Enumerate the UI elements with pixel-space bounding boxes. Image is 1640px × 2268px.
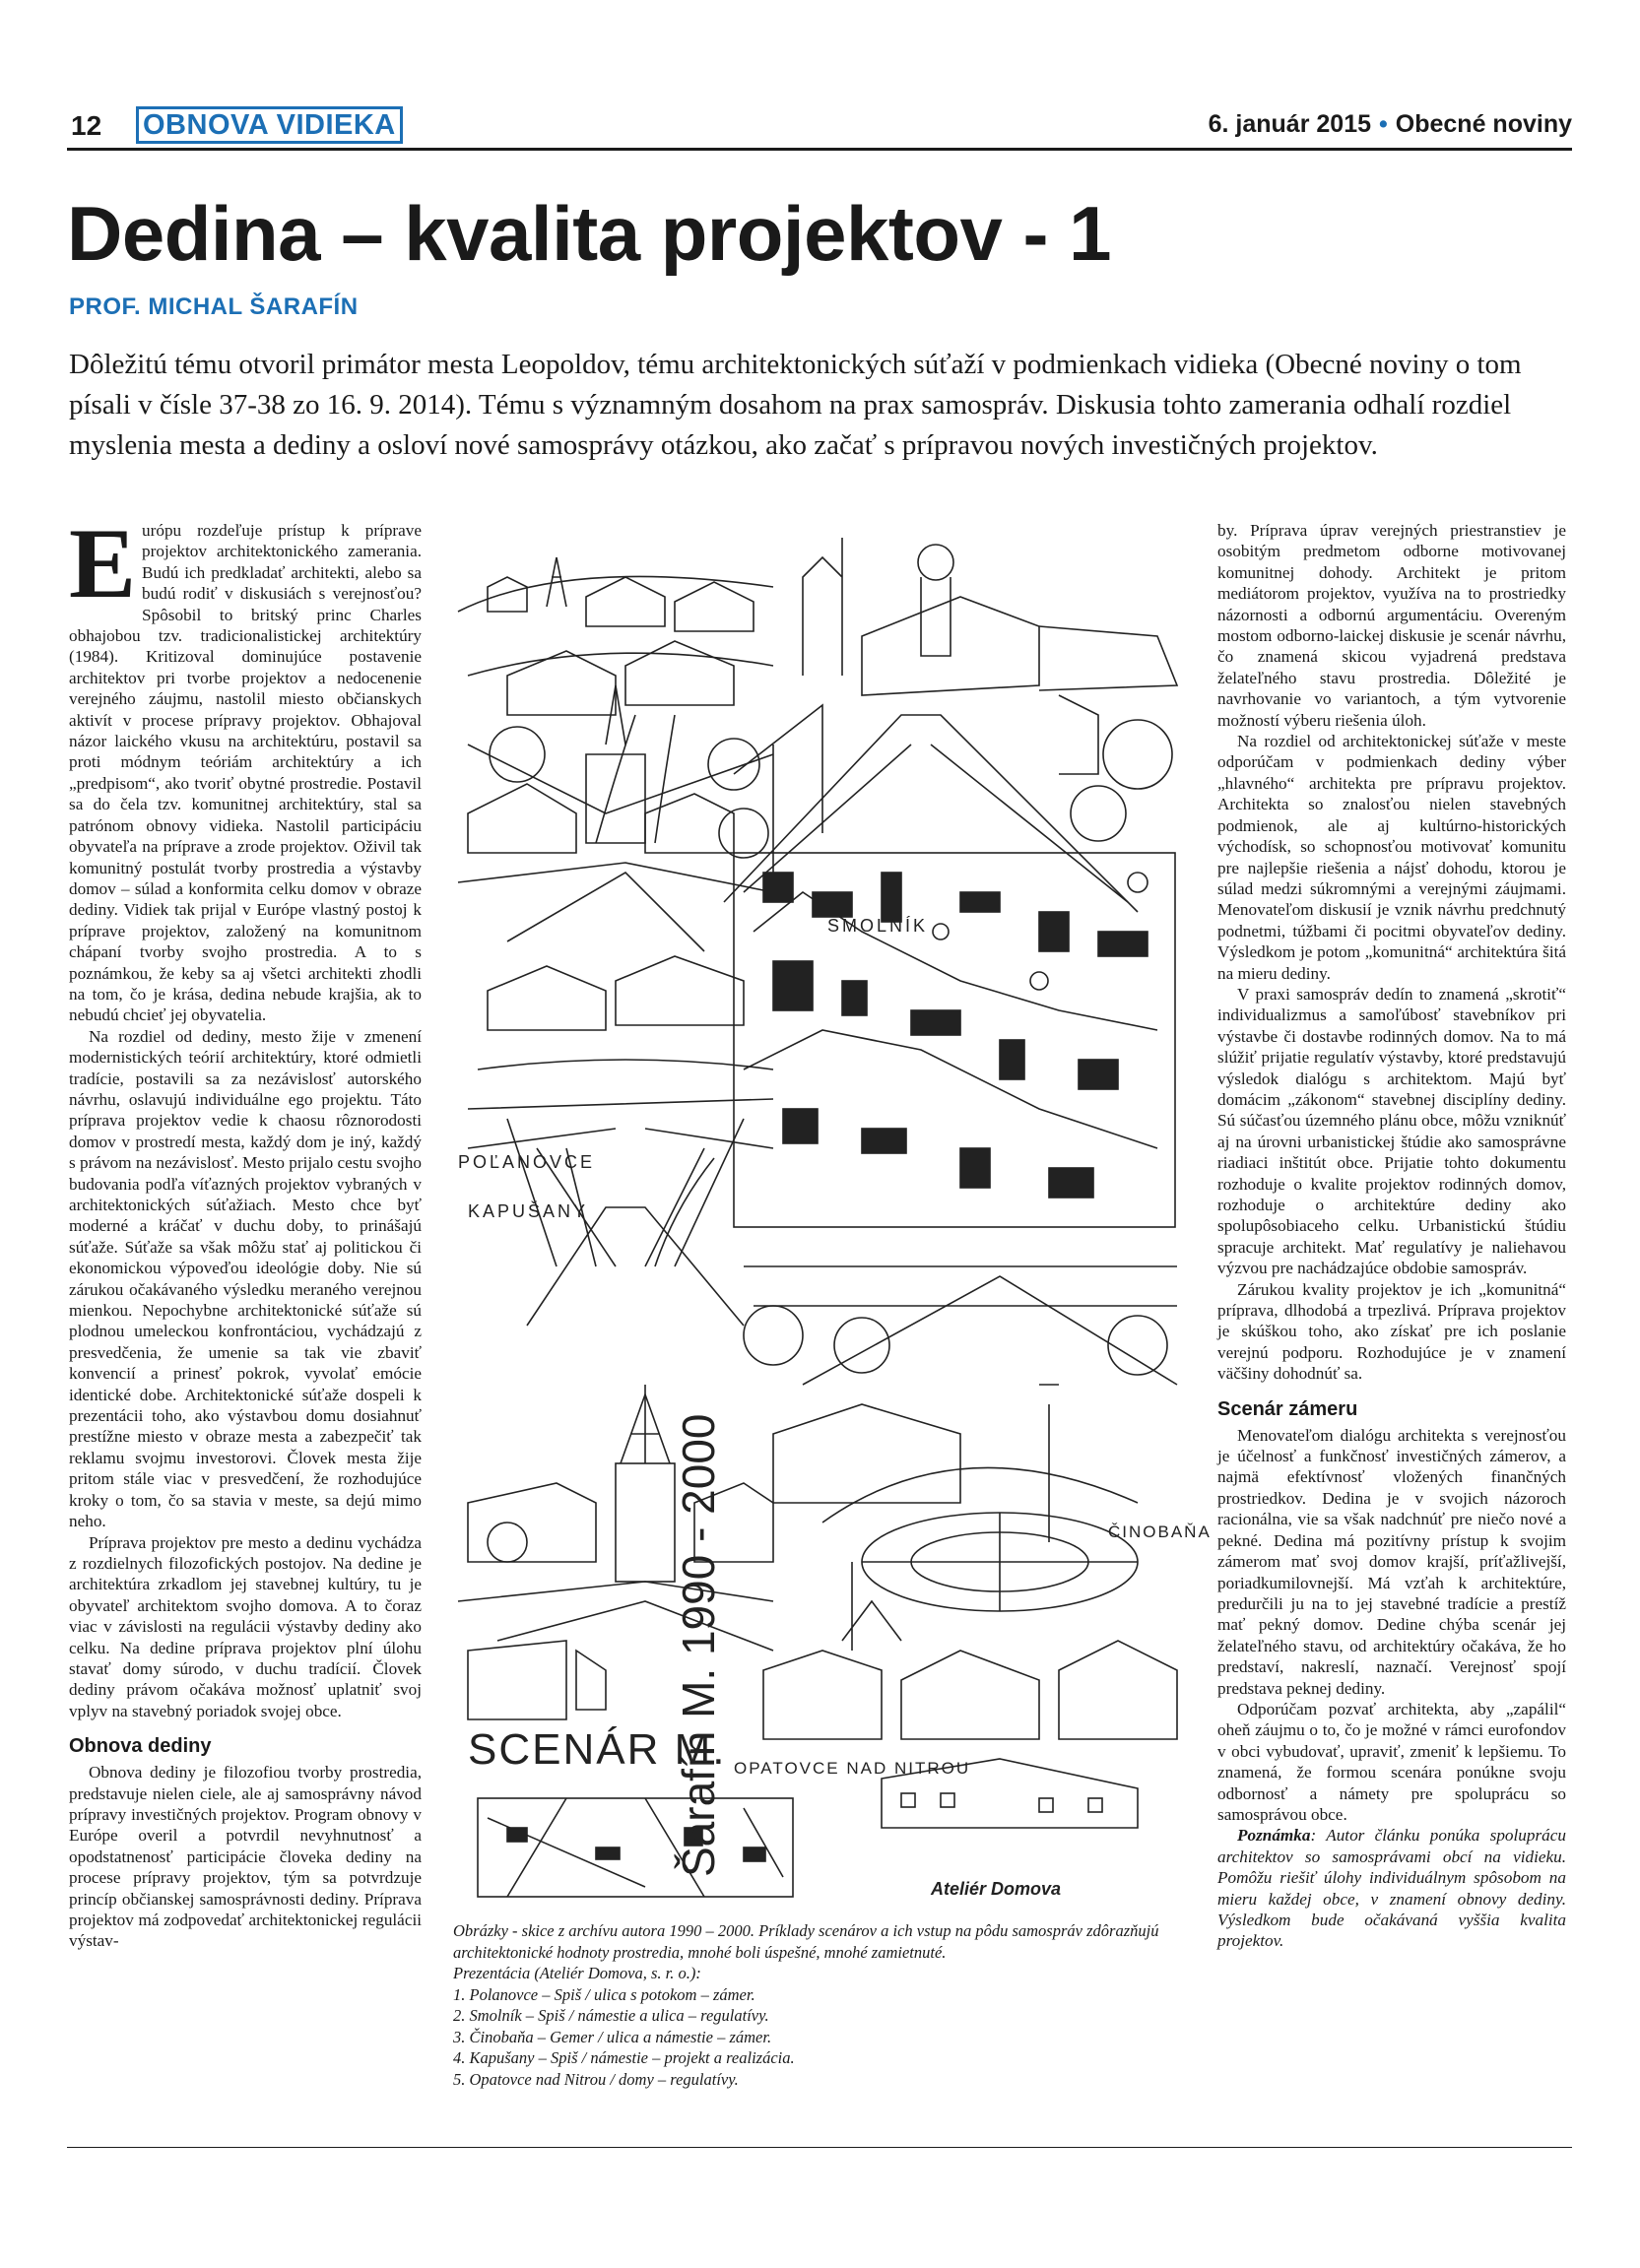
drop-cap: E — [69, 508, 137, 619]
subheading: Obnova dediny — [69, 1735, 212, 1758]
page-header — [67, 106, 1572, 150]
publication-name: Obecné noviny — [1395, 110, 1572, 138]
paragraph: Príprava projektov pre mesto a dedinu vychádza z rozdielnych filozofických postojov. Na dedine je architektúra zrkadlom jej stavebnej kultúry, tu je obyvateľ architektom svojho domova. A to čoraz viac v závislosti na regulácii výstavby dediny ako celku. Na dedine príprava projektov plní úlohu stavať domy súrodo, v duchu tradícií. Človek dediny právom očakáva možnosť uplatniť svoj vplyv na stavebný poriadok svojej obce. — [69, 1532, 422, 1720]
article-column-left — [69, 508, 422, 1952]
sketch-vertical-signature: Šarafín M. 1990 - 2000 — [673, 1413, 724, 1877]
sketch-atelier-signature: Ateliér Domova — [931, 1879, 1062, 1899]
sketch-smolnik-plan — [734, 853, 1175, 1227]
author-note — [1217, 1825, 1566, 1951]
caption-item: 3. Činobaňa – Gemer / ulica a námestie – zámer. — [453, 2027, 772, 2046]
paragraph — [69, 508, 422, 1026]
sketch-label-opatovce: OPATOVCE NAD NITROU — [734, 1759, 971, 1778]
sketch-kapusany-church — [458, 1385, 773, 1651]
article-byline: PROF. MICHAL ŠARAFÍN — [69, 293, 359, 320]
sketch-polanovce-church-street — [458, 685, 773, 1266]
paragraph-text: urópu rozdeľuje prístup k príprave projektov architektonického zamerania. Budú ich predkladať architekti, alebo sa budú rodiť v diskusiách s verejnosťou? Spôsobil to britský princ Charles obhajobou tzv. tradicionalistickej architektúry (1984). Kritizoval dominujúce postavenie architektov pri tvorbe projektov a nedocenenie verejného záujmu, nastolil miesto občianskych aktivít v procese prípravy projektov. Obhajoval názor laického vkusu na architektúru, postavil sa proti módnym teóriám architektúry a ich „predpisom“, ako tvoriť obytné prostredie. Postavil sa do čela tzv. komunitnej architektúry, stal sa patrónom obnovy vidieka. Nastolil participáciu obyvateľa na príprave a zrode projektov. Oživil tak komunitný postulát tvorby prostredia a výstavby domov – súlad a konformita celku domov v obraze dediny. Vidiek tak prijal v Európe vlastný postoj k príprave projektov, založený na komunitnom chápaní tvorby svojho prostredia. A to s poznámkou, že keby sa aj všetci architekti zhodli na tom, čo je krása, dedina nebude krajšia, ak to nebudú chcieť jej obyvatelia. — [69, 521, 422, 1025]
caption-line: Prezentácia (Ateliér Domova, s. r. o.): — [453, 1964, 701, 1982]
caption-line: Obrázky - skice z archívu autora 1990 – 2000. Príklady scenárov a ich vstup na pôdu samospráv zdôrazňujú architektonické hodnoty prostredia, mnohé boli úspešné, mnohé zamietnuté. — [453, 1921, 1159, 1962]
note-text: : Autor článku ponúka spoluprácu architektov so samosprávami obcí na vidieku. Pomôžu riešiť úlohy individuálnym spôsobom na mieru každej obce, v znamení obnovy dediny. Výsledkom bude očakávaná vyššia kvalita projektov. — [1217, 1826, 1566, 1951]
note-label: Poznámka — [1237, 1826, 1311, 1846]
article-lead: Dôležitú tému otvoril primátor mesta Leopoldov, tému architektonických súťaží v podmienkach vidieka (Obecné noviny o tom písali v čísle 37-38 zo 16. 9. 2014). Tému s významným dosahom na prax samospráv. Diskusia tohto zamerania odhalí rozdiel myslenia mesta a dediny a osloví nové samosprávy otázkou, ako začať s prípravou nových investičných projektov. — [69, 349, 1522, 461]
caption-item: 2. Smolník – Spiš / námestie a ulica – regulatívy. — [453, 2006, 769, 2025]
paragraph: Na rozdiel od architektonickej súťaže v meste odporúčam v podmienkach dediny výber „hlavného“ architekta pre prípravu projektov. Architekta so znalosťou nielen stavebných podmienok, ale aj kultúrno-historických východísk, so schopnosťou motivovať komunitu pre najlepšie riešenia a nájsť dohodu, ktorou je súlad medzi súkromnými a verejnými záujmami. Menovateľom diskusií je vznik návrhu predchnutý podnetmi, túžbami či pocitmi obyvateľov dediny. Výsledkom je potom „komunitná“ architektúra šitá na mieru dediny. — [1217, 732, 1566, 983]
caption-item: 5. Opatovce nad Nitrou / domy – regulatívy. — [453, 2069, 739, 2089]
sketch-label-kapusany: KAPUŠANY — [468, 1201, 589, 1221]
issue-date: 6. január 2015 — [1208, 110, 1372, 138]
paragraph: Menovateľom dialógu architekta s verejnosťou je účelnosť a funkčnosť investičných zámerov, a najmä efektívnosť vložených finančných prostriedkov. Dedina je v svojich názoroch racionálna, vie sa však nadchnúť pre niečo nové a pekné. Dedina má pozitívny prístup k svojim zámerom mať svoj domov krajší, príťažlivejší, poriadkumilovnejší. Má vzťah k architektúre, predurčili ju na to jej stavebné tradície a prestíž mať pekný domov. Dedine chýba scenár jej želateľného stavu, od architektúry očakáva, že ho predstaví, nakreslí, naznačí. Verejnosť spojí predstava peknej dediny. — [1217, 1425, 1566, 1698]
article-column-right — [1217, 520, 1566, 1952]
sketch-smolnik-street — [724, 538, 1177, 912]
page-number: 12 — [71, 110, 102, 141]
footer-rule — [67, 2147, 1572, 2148]
section-label: OBNOVA VIDIEKA — [136, 106, 403, 144]
sketch-label-smolnik: SMOLNÍK — [827, 916, 929, 936]
header-rule — [67, 148, 1572, 151]
paragraph: V praxi samospráv dedín to znamená „skrotiť“ individualizmus a samoľúbosť stavebníkov pri výstavbe či dostavbe rodinných domov. Na to má slúžiť prijatie regulatív výstavby, ktoré predstavujú výsledok dialógu s architektom. Majú byť domácim „zákonom“ stavebnej disciplíny dediny. Sú súčasťou územného plánu obce, môžu vzniknúť aj na úrovni urbanistickej štúdie ako samosprávne riadiaci inštitút obce. Prijatie tohto dokumentu rozhoduje o kvalite projektov rodinných domov, rozhoduje o architektúre dediny ako spolupôsobiaceho celku. Urbanistickú štúdiu spracuje architekt. Mať regulatívy je naliehavou výzvou pre nachádzajúce obdobie samospráv. — [1217, 984, 1566, 1278]
sketch-collage-illustration — [448, 518, 1212, 1907]
paragraph: Odporúčam pozvať architekta, aby „zapálil“ oheň záujmu o to, čo je možné v rámci eurofondov v obci vybudovať, upraviť, zmeniť k lepšiemu. To znamená, že formou scenára ponúkne svoju odbornosť a námety pre spoluprácu so samosprávou obce. — [1217, 1699, 1566, 1824]
sketch-label-polanovce: POĽANOVCE — [458, 1152, 596, 1172]
paragraph: by. Príprava úprav verejných priestranstiev je osobitým predmetom odborne motivovanej komunitnej dohody. Architekt je pritom mediátorom projektov, využíva na to prostriedky názornosti a odbornú argumentáciu. Overeným mostom odborno-laickej diskusie je scenár návrhu, čo znamená skicou vyjadrená predstava želateľného stavu prostredia. Dôležité je navrhovanie vo variantoch, a tým vytvorenie možností výberu riešenia úloh. — [1217, 521, 1566, 730]
issue-info — [1209, 110, 1572, 139]
separator-dot: • — [1379, 110, 1388, 138]
illustration-caption — [453, 1920, 1202, 2090]
paragraph: Na rozdiel od dediny, mesto žije v zmenení modernistických teórií architektúry, ktoré odmietli tradície, postavili sa za nezávislosť autorského návrhu, oslavujú individuálne ego projektu. Táto príprava projektov vedie k chaosu rôznorodosti domov v prostredí mesta, každý dom je iný, každý s právom na nezávislosť. Mesto prijalo cestu svojho budovania podľa víťazných projektov vybraných v architektonických súťažiach. Mesto chce byť moderné a kráčať v duchu doby, to prinášajú súťaže. Súťaže sa však môžu stať aj politickou či ekonomickou výpoveďou ideológie doby. Nie sú zárukou očakávaného výsledku meraného verejnou mienkou. Nepochybne architektonické súťaže sú plodnou umeleckou konfrontáciou, vychádzajú z presvedčenia, že umenie sa tak vie zbaviť konvencií a prinesť pokrok, vyvolať emócie identické dobe. Architektonické súťaže dospeli k prezentácii toho, ako výstavbou domu dosiahnuť prestížne miesto v obraze mesta a zabezpečiť tak reklamu svojmu investorovi. Človek mesta žije pritom stále viac v presvedčení, že rozhodujúce kroky o tom, čo sa stavia v meste, sa dejú mimo neho. — [69, 1026, 422, 1531]
sketch-label-cinobana: ČINOBAŇA — [1108, 1523, 1212, 1541]
sketch-polanovce-street — [458, 557, 773, 843]
caption-item: 1. Polanovce – Spiš / ulica s potokom – zámer. — [453, 1984, 755, 2004]
paragraph: Obnova dediny je filozofiou tvorby prostredia, predstavuje nielen ciele, ale aj samosprávny návod prípravy investičných projektov. Program obnovy v Európe overil a potvrdil nevyhnutnosť a opodstatnenosť participácie človeka dediny na procese prípravy projektov, tým sa potvrdzuje princíp občianskej samosprávnosti dediny. Príprava projektov má zodpovedať architektonickej regulácii výstav- — [69, 1763, 422, 1951]
subheading: Scenár zámeru — [1217, 1397, 1358, 1420]
sketch-cinobana-square — [744, 1266, 1177, 1611]
article-headline: Dedina – kvalita projektov - 1 — [67, 190, 1112, 277]
paragraph: Zárukou kvality projektov je ich „komunitná“ príprava, dlhodobá a trpezlivá. Príprava projektov je skúškou toho, ako získať pre ich poslanie verejnú podporu. Rozhodujúce je v znamení väčšiny dohodnúť sa. — [1217, 1279, 1566, 1384]
caption-item: 4. Kapušany – Spiš / námestie – projekt a realizácia. — [453, 2048, 795, 2067]
sketch-title-scenar: SCENÁR M. — [468, 1725, 727, 1774]
sketch-opatovce-houses — [763, 1562, 1177, 1828]
